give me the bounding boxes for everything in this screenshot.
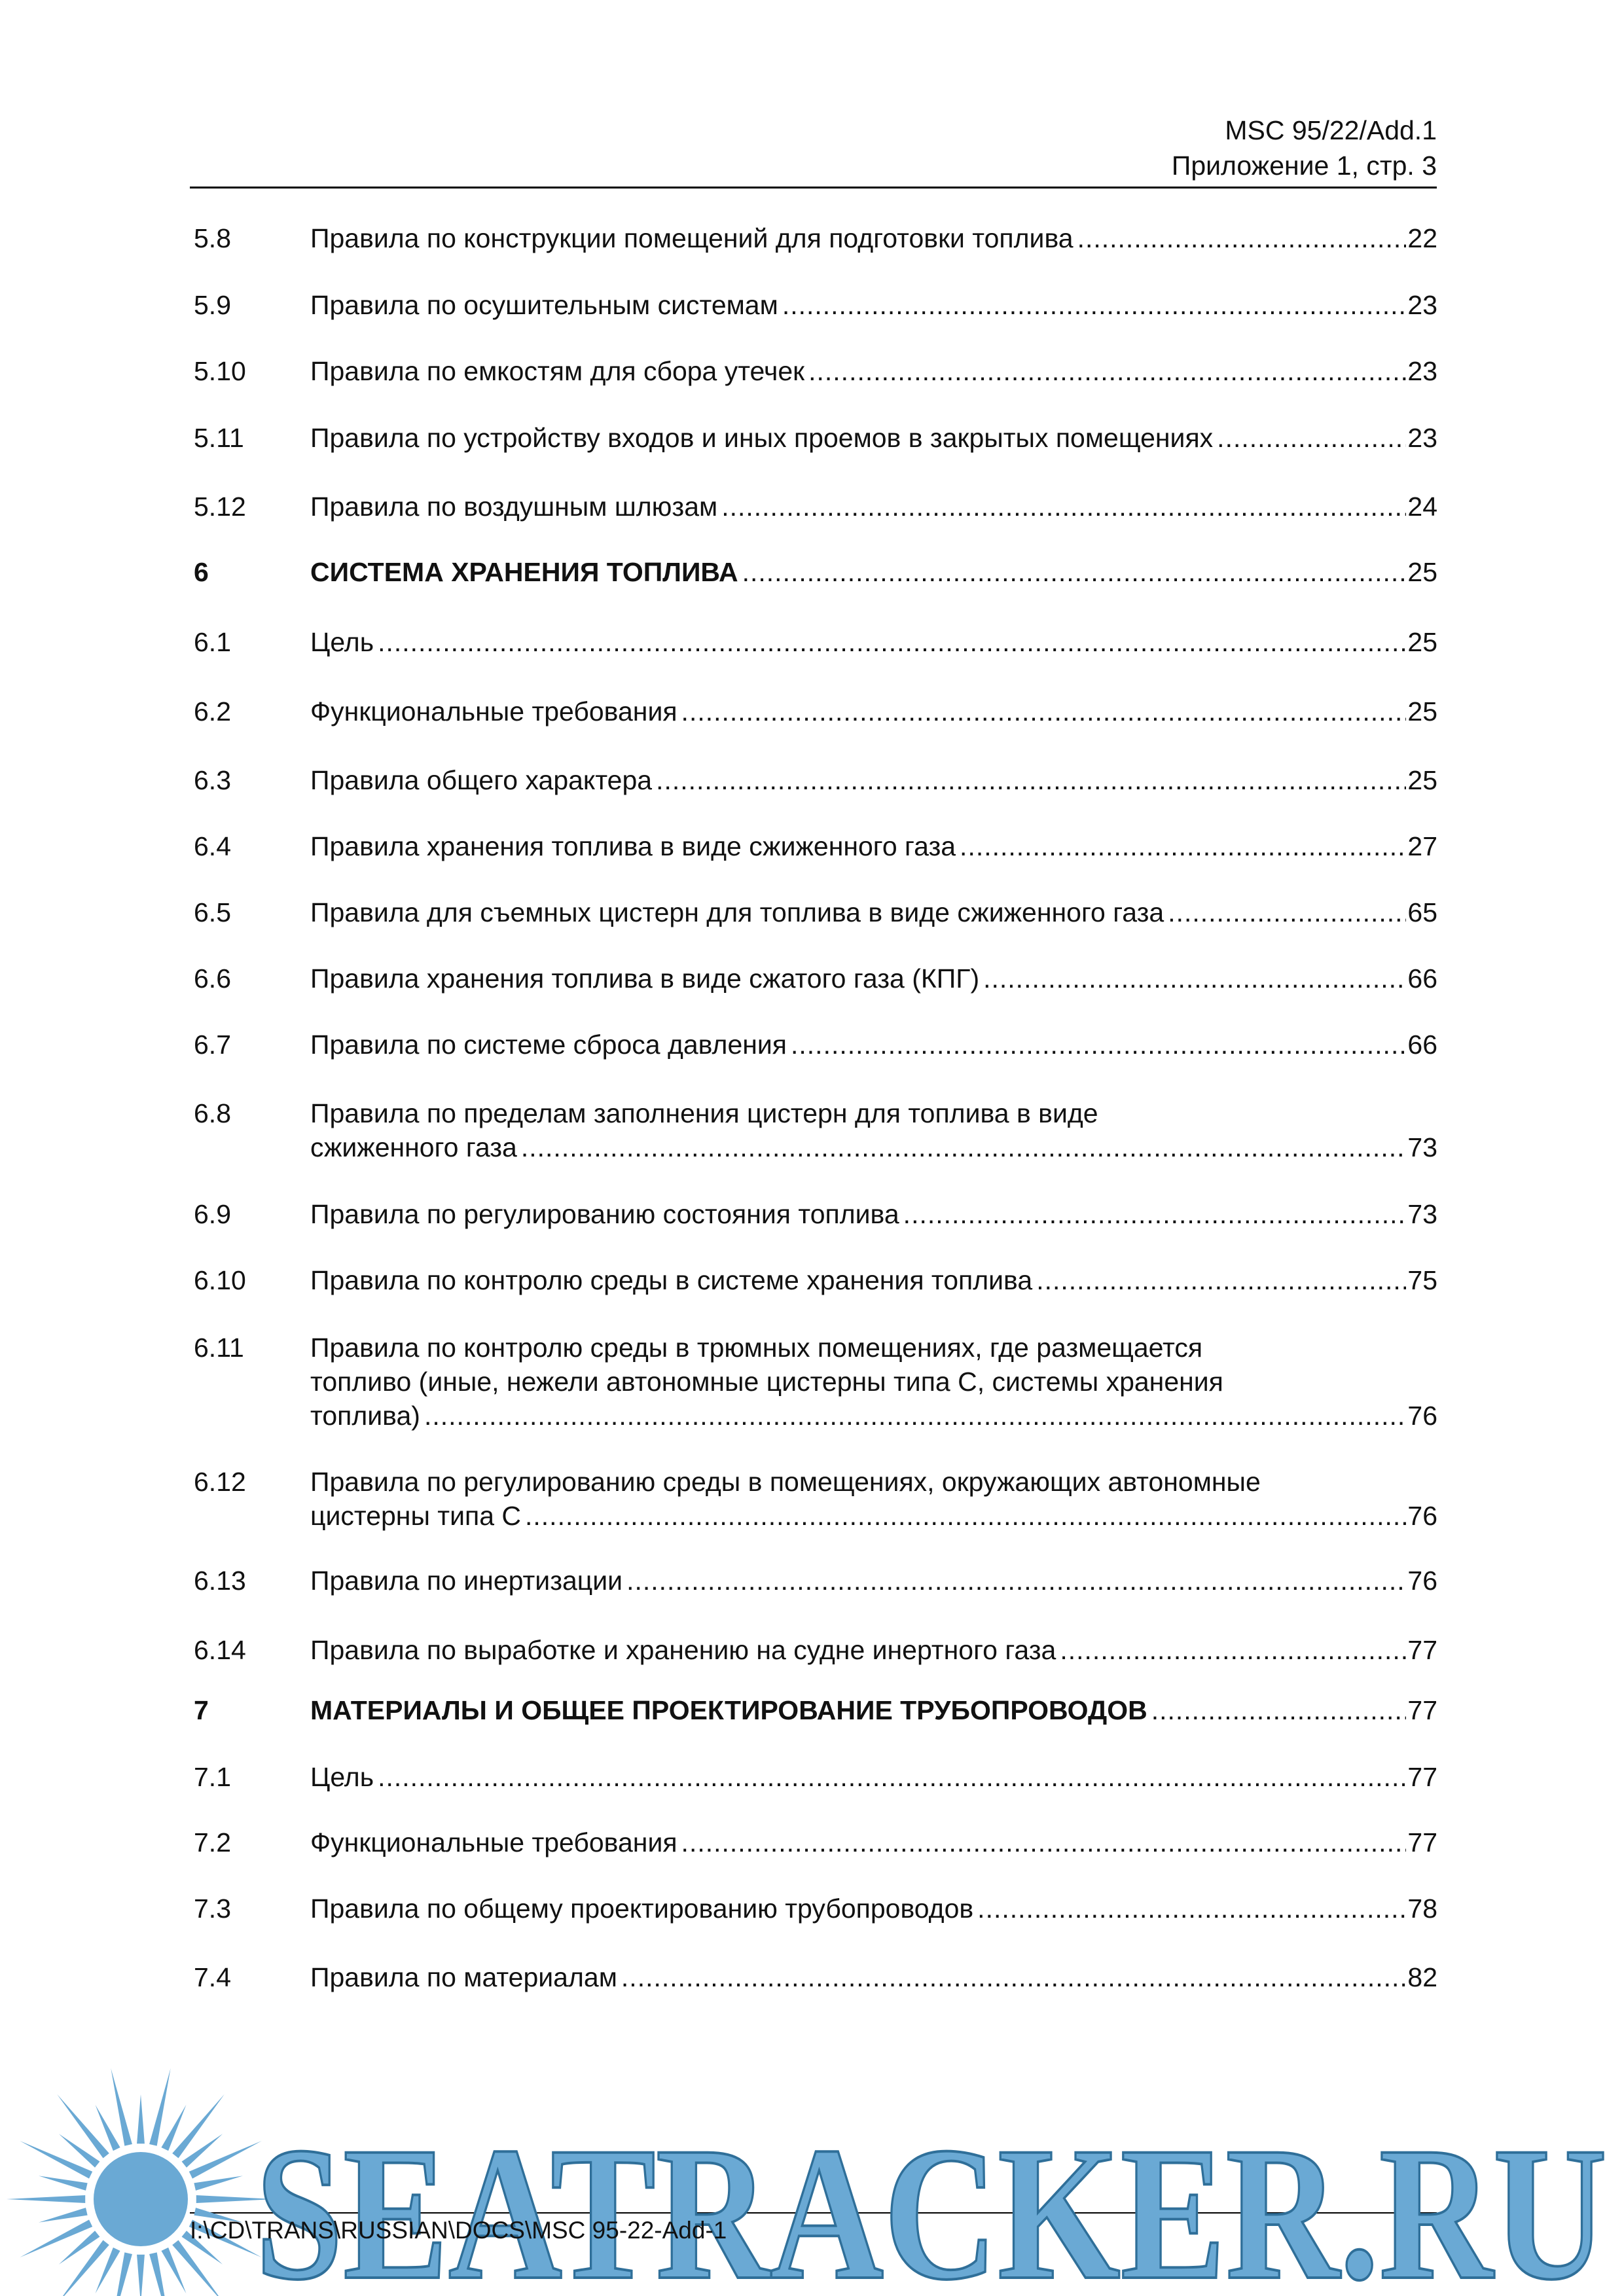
toc-entry-number: 5.11 xyxy=(194,423,244,453)
toc-entry-page: 66 xyxy=(1407,1030,1437,1060)
toc-entry-title-line: топливо (иные, нежели автономные цистерны типа С, системы хранения xyxy=(310,1367,1223,1397)
dot-leader xyxy=(1217,421,1406,455)
toc-entry-6-11[interactable] xyxy=(194,1331,1437,1433)
sun-ray xyxy=(39,2176,88,2191)
toc-entry-number: 7.4 xyxy=(194,1962,231,1992)
toc-entry-page: 22 xyxy=(1407,223,1437,253)
toc-entry-6-8[interactable] xyxy=(194,1096,1437,1164)
toc-entry-page: 73 xyxy=(1407,1199,1437,1229)
toc-entry-title: Правила для съемных цистерн для топлива в виде сжиженного газа xyxy=(310,897,1164,927)
toc-entry-number: 6.4 xyxy=(194,831,231,861)
dot-leader xyxy=(721,490,1406,524)
sun-ray xyxy=(137,2094,145,2144)
sun-ray xyxy=(20,2219,92,2257)
toc-entry-title: Цель xyxy=(310,1762,374,1792)
toc-entry-title: Функциональные требования xyxy=(310,696,677,726)
toc-entry-number: 7.3 xyxy=(194,1893,231,1924)
toc-entry-6-14[interactable] xyxy=(194,1633,1437,1667)
toc-entry-page: 23 xyxy=(1407,423,1437,453)
toc-entry-number: 6.12 xyxy=(194,1467,246,1497)
dot-leader xyxy=(983,961,1406,996)
toc-entry-page: 66 xyxy=(1407,963,1437,994)
toc-entry-title: Правила общего характера xyxy=(310,765,653,795)
sun-ray xyxy=(194,2176,243,2191)
footer-file-path: I:\CD\TRANS\RUSSIAN\DOCS\MSC 95-22-Add-1 xyxy=(190,2217,727,2244)
toc-entry-title: Правила по устройству входов и иных проемов в закрытых помещениях xyxy=(310,423,1214,453)
sun-ray xyxy=(149,2068,171,2146)
toc-entry-page: 25 xyxy=(1407,627,1437,657)
toc-entry-number: 5.12 xyxy=(194,492,246,522)
toc-entry-page: 75 xyxy=(1407,1265,1437,1295)
toc-entry-page: 76 xyxy=(1407,1566,1437,1596)
toc-entry-number: 7.1 xyxy=(194,1762,231,1792)
dot-leader xyxy=(424,1399,1406,1433)
sun-ray xyxy=(172,2240,225,2296)
toc-entry-page: 76 xyxy=(1407,1401,1437,1431)
toc-entry-title: Правила по инертизации xyxy=(310,1566,623,1596)
dot-leader xyxy=(525,1499,1406,1533)
dot-leader xyxy=(742,555,1407,589)
dot-leader xyxy=(977,1892,1406,1926)
toc-entry-title: Правила хранения топлива в виде сжиженного газа xyxy=(310,831,956,861)
toc-entry-5-11[interactable] xyxy=(194,421,1437,455)
toc-entry-6-7[interactable] xyxy=(194,1028,1437,1062)
toc-entry-page: 24 xyxy=(1407,492,1437,522)
dot-leader xyxy=(378,625,1406,659)
toc-entry-page: 82 xyxy=(1407,1962,1437,1992)
dot-leader xyxy=(621,1960,1406,1994)
toc-entry-6-6[interactable] xyxy=(194,961,1437,996)
toc-entry-6-2[interactable] xyxy=(194,694,1437,728)
toc-entry-title: Правила по воздушным шлюзам xyxy=(310,492,718,522)
toc-entry-title: МАТЕРИАЛЫ И ОБЩЕЕ ПРОЕКТИРОВАНИЕ ТРУБОПРОВОДОВ xyxy=(310,1695,1147,1725)
toc-entry-number: 6.13 xyxy=(194,1566,246,1596)
sun-ray xyxy=(189,2141,262,2179)
toc-entry-6-1[interactable] xyxy=(194,625,1437,659)
toc-entry-title-line: Правила по контролю среды в трюмных помещениях, где размещается xyxy=(310,1333,1203,1363)
toc-entry-title: СИСТЕМА ХРАНЕНИЯ ТОПЛИВА xyxy=(310,557,738,587)
dot-leader xyxy=(903,1197,1407,1231)
dot-leader xyxy=(626,1564,1406,1598)
sun-ray xyxy=(57,2240,109,2296)
toc-entry-number: 6.14 xyxy=(194,1635,246,1665)
toc-entry-number: 6.3 xyxy=(194,765,231,795)
dot-leader xyxy=(656,763,1406,797)
toc-entry-title: Правила по общему проектированию трубопроводов xyxy=(310,1893,974,1924)
toc-entry-number: 6.10 xyxy=(194,1265,246,1295)
toc-entry-number: 5.8 xyxy=(194,223,231,253)
toc-entry-title: Правила по системе сброса давления xyxy=(310,1030,787,1060)
toc-entry-7-3[interactable] xyxy=(194,1892,1437,1926)
toc-entry-number: 6.2 xyxy=(194,696,231,726)
toc-entry-number: 5.9 xyxy=(194,290,231,320)
toc-entry-page: 73 xyxy=(1407,1132,1437,1162)
watermark xyxy=(0,2062,1624,2296)
toc-entry-6-10[interactable] xyxy=(194,1263,1437,1297)
toc-entry-page: 77 xyxy=(1407,1827,1437,1857)
toc-entry-5-9[interactable] xyxy=(194,288,1437,322)
dot-leader xyxy=(1060,1633,1406,1667)
toc-entry-number: 6.1 xyxy=(194,627,231,657)
toc-entry-number: 7 xyxy=(194,1695,209,1725)
toc-entry-title: цистерны типа С xyxy=(310,1501,521,1531)
toc-entry-title: Цель xyxy=(310,627,374,657)
toc-entry-page: 76 xyxy=(1407,1501,1437,1531)
dot-leader xyxy=(1036,1263,1406,1297)
page-reference: Приложение 1, стр. 3 xyxy=(1171,151,1437,181)
toc-entry-page: 25 xyxy=(1407,557,1437,587)
toc-entry-title: сжиженного газа xyxy=(310,1132,517,1162)
toc-entry-7-1[interactable] xyxy=(194,1760,1437,1794)
toc-entry-5-10[interactable] xyxy=(194,354,1437,388)
toc-entry-page: 25 xyxy=(1407,765,1437,795)
toc-entry-title: Правила по выработке и хранению на судне инертного газа xyxy=(310,1635,1056,1665)
toc-entry-title: Правила по емкостям для сбора утечек xyxy=(310,356,805,386)
sun-ray xyxy=(172,2094,225,2159)
toc-entry-page: 65 xyxy=(1407,897,1437,927)
dot-leader xyxy=(681,1825,1407,1859)
toc-entry-title: Правила по материалам xyxy=(310,1962,617,1992)
toc-entry-title: топлива) xyxy=(310,1401,420,1431)
toc-entry-page: 27 xyxy=(1407,831,1437,861)
toc-entry-title: Правила по контролю среды в системе хранения топлива xyxy=(310,1265,1033,1295)
toc-entry-title: Правила по регулированию состояния топлива xyxy=(310,1199,899,1229)
sun-ray xyxy=(111,2068,132,2146)
toc-entry-number: 6.9 xyxy=(194,1199,231,1229)
toc-entry-5-8[interactable] xyxy=(194,221,1437,255)
sun-ray xyxy=(20,2141,92,2179)
toc-chapter-6[interactable] xyxy=(194,555,1437,589)
toc-entry-6-13[interactable] xyxy=(194,1564,1437,1598)
dot-leader xyxy=(782,288,1407,322)
toc-entry-6-4[interactable] xyxy=(194,829,1437,863)
toc-entry-page: 77 xyxy=(1407,1695,1437,1725)
dot-leader xyxy=(791,1028,1406,1062)
dot-leader xyxy=(681,694,1407,728)
toc-entry-title: Правила по конструкции помещений для подготовки топлива xyxy=(310,223,1074,253)
toc-entry-5-12[interactable] xyxy=(194,490,1437,524)
sun-ray xyxy=(57,2094,109,2159)
toc-entry-number: 6.11 xyxy=(194,1333,244,1363)
dot-leader xyxy=(1151,1693,1407,1727)
toc-entry-title-line: Правила по регулированию среды в помещениях, окружающих автономные xyxy=(310,1467,1261,1497)
toc-chapter-7[interactable] xyxy=(194,1693,1437,1727)
toc-entry-7-4[interactable] xyxy=(194,1960,1437,1994)
toc-entry-number: 6.8 xyxy=(194,1098,231,1128)
toc-entry-page: 77 xyxy=(1407,1762,1437,1792)
dot-leader xyxy=(1077,221,1407,255)
toc-entry-7-2[interactable] xyxy=(194,1825,1437,1859)
toc-entry-number: 6.5 xyxy=(194,897,231,927)
toc-entry-6-5[interactable] xyxy=(194,895,1437,929)
sun-logo-icon xyxy=(7,2068,275,2296)
dot-leader xyxy=(960,829,1406,863)
dot-leader xyxy=(808,354,1406,388)
watermark-text: SEATRACKER.RU xyxy=(255,2108,1607,2296)
toc-entry-title: Функциональные требования xyxy=(310,1827,677,1857)
toc-entry-number: 6.7 xyxy=(194,1030,231,1060)
toc-entry-page: 23 xyxy=(1407,356,1437,386)
dot-leader xyxy=(521,1130,1407,1164)
toc-entry-page: 77 xyxy=(1407,1635,1437,1665)
toc-entry-6-9[interactable] xyxy=(194,1197,1437,1231)
sun-ray xyxy=(7,2195,85,2203)
sun-ray xyxy=(137,2255,145,2296)
dot-leader xyxy=(1168,895,1406,929)
toc-entry-number: 5.10 xyxy=(194,356,246,386)
toc-entry-number: 6 xyxy=(194,557,209,587)
toc-entry-page: 78 xyxy=(1407,1893,1437,1924)
toc-entry-number: 6.6 xyxy=(194,963,231,994)
sun-ray xyxy=(39,2208,88,2223)
toc-entry-6-12[interactable] xyxy=(194,1465,1437,1533)
toc-entry-number: 7.2 xyxy=(194,1827,231,1857)
toc-entry-page: 25 xyxy=(1407,696,1437,726)
toc-entry-page: 23 xyxy=(1407,290,1437,320)
dot-leader xyxy=(378,1760,1406,1794)
toc-entry-title: Правила хранения топлива в виде сжатого газа (КПГ) xyxy=(310,963,980,994)
toc-entry-6-3[interactable] xyxy=(194,763,1437,797)
toc-entry-title-line: Правила по пределам заполнения цистерн для топлива в виде xyxy=(310,1098,1098,1128)
document-id: MSC 95/22/Add.1 xyxy=(1225,115,1437,145)
toc-entry-title: Правила по осушительным системам xyxy=(310,290,778,320)
